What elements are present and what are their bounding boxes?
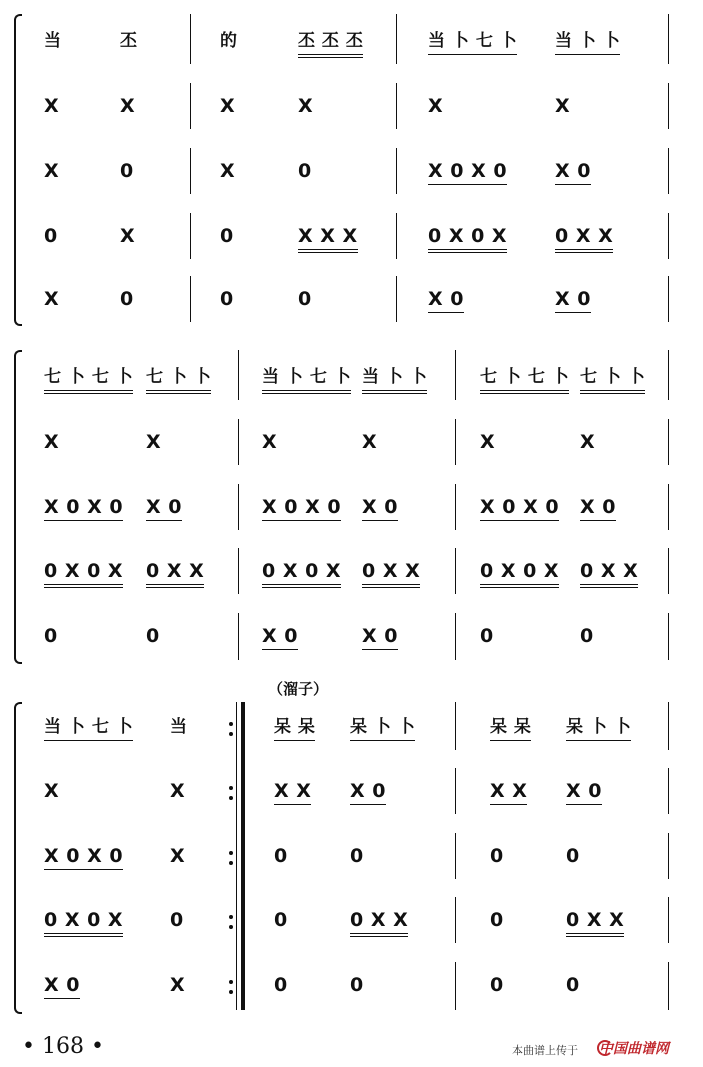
score-token: 当 卜 卜 (555, 31, 621, 51)
beat-underline (44, 998, 80, 999)
barline (455, 768, 456, 814)
score-token: 七 卜 卜 (146, 367, 212, 387)
barline (455, 897, 456, 943)
score-token: 0 X 0 X (480, 560, 560, 582)
beat-underline (262, 390, 351, 394)
score-token: X X X (298, 225, 358, 247)
score-token: 七 卜 七 卜 (480, 367, 570, 387)
score-token: 0 (480, 625, 494, 647)
score-token: 0 (566, 845, 580, 867)
score-token: X (298, 95, 314, 117)
barline (668, 14, 669, 64)
beat-underline (262, 520, 341, 521)
beat-underline (44, 520, 123, 521)
page-number: • 168 • (22, 1034, 104, 1059)
beat-underline (44, 740, 133, 741)
score-token: 0 (298, 160, 312, 182)
score-token: 呆 卜 卜 (566, 717, 632, 737)
score-token: 呆 呆 (490, 717, 532, 737)
score-token: X (170, 845, 186, 867)
barline (396, 83, 397, 129)
score-token: 0 (146, 625, 160, 647)
score-token: X 0 (428, 288, 464, 310)
score-token: X 0 X 0 (480, 496, 560, 518)
score-token: 0 (44, 225, 58, 247)
score-token: 丕 (120, 31, 138, 51)
beat-underline (566, 740, 631, 741)
beat-underline (428, 312, 464, 313)
score-token: 0 (274, 909, 288, 931)
score-token: 0 X X (566, 909, 625, 931)
score-token: 0 (220, 225, 234, 247)
beat-underline (555, 249, 613, 253)
score-token: X (428, 95, 444, 117)
score-token: 0 (120, 288, 134, 310)
score-token: 0 X 0 X (262, 560, 342, 582)
score-token: 0 (580, 625, 594, 647)
barline (238, 548, 239, 594)
barline (396, 276, 397, 322)
score-token: X (555, 95, 571, 117)
beat-underline (262, 649, 298, 650)
barline (668, 962, 669, 1010)
score-token: 当 卜 七 卜 (428, 31, 518, 51)
score-token: 0 (350, 974, 364, 996)
score-token: 0 (274, 845, 288, 867)
beat-underline (350, 804, 386, 805)
beat-underline (566, 804, 602, 805)
score-token: X 0 (362, 625, 398, 647)
beat-underline (362, 649, 398, 650)
score-token: 0 X 0 X (428, 225, 508, 247)
score-token: X (44, 95, 60, 117)
barline (455, 833, 456, 879)
beat-underline (146, 520, 182, 521)
beat-underline (428, 184, 507, 185)
beat-underline (480, 584, 559, 588)
score-token: X (44, 160, 60, 182)
score-token: 0 (274, 974, 288, 996)
score-token: 0 X 0 X (44, 909, 124, 931)
barline (455, 962, 456, 1010)
barline (455, 702, 456, 750)
beat-underline (555, 54, 620, 55)
score-token: 当 卜 卜 (362, 367, 428, 387)
section-label: （溜子） (268, 680, 329, 698)
score-token: X 0 (262, 625, 298, 647)
barline (668, 276, 669, 322)
barline (396, 14, 397, 64)
score-token: X 0 (555, 160, 591, 182)
barline (396, 213, 397, 259)
score-token: 0 (490, 974, 504, 996)
barline (455, 419, 456, 465)
score-token: 0 X X (580, 560, 639, 582)
score-token: 0 (220, 288, 234, 310)
beat-underline (274, 804, 311, 805)
score-token: X 0 X 0 (262, 496, 342, 518)
barline (455, 613, 456, 660)
beat-underline (428, 54, 517, 55)
score-token: 0 (170, 909, 184, 931)
score-token: X 0 X 0 (428, 160, 508, 182)
beat-underline (555, 312, 591, 313)
score-token: 0 (298, 288, 312, 310)
score-token: 当 (44, 31, 62, 51)
barline (190, 83, 191, 129)
barline (668, 484, 669, 530)
score-token: 当 (170, 717, 188, 737)
barline (668, 213, 669, 259)
barline (238, 419, 239, 465)
score-token: X (146, 431, 162, 453)
score-token: X (170, 780, 186, 802)
score-token: X (44, 288, 60, 310)
beat-underline (44, 869, 123, 870)
score-token: 0 X X (350, 909, 409, 931)
beat-underline (44, 584, 123, 588)
system-brace (14, 702, 22, 1014)
score-token: 当 卜 七 卜 (44, 717, 134, 737)
barline (238, 350, 239, 400)
barline (668, 833, 669, 879)
score-token: X 0 (566, 780, 602, 802)
score-token: X (44, 780, 60, 802)
barline (190, 213, 191, 259)
score-token: X 0 (362, 496, 398, 518)
score-token: 0 (490, 909, 504, 931)
score-token: X (580, 431, 596, 453)
score-token: X X (490, 780, 528, 802)
beat-underline (262, 584, 341, 588)
beat-underline (350, 933, 408, 937)
score-token: X 0 (146, 496, 182, 518)
barline (668, 350, 669, 400)
score-token: 的 (220, 31, 238, 51)
score-token: 0 (566, 974, 580, 996)
system-brace (14, 14, 22, 326)
beat-underline (362, 584, 420, 588)
barline (668, 548, 669, 594)
score-token: X 0 X 0 (44, 496, 124, 518)
barline (238, 484, 239, 530)
beat-underline (350, 740, 415, 741)
beat-underline (490, 804, 527, 805)
score-token: X 0 (580, 496, 616, 518)
beat-underline (580, 390, 645, 394)
beat-underline (44, 390, 133, 394)
barline (455, 350, 456, 400)
score-token: X (220, 95, 236, 117)
score-token: 七 卜 七 卜 (44, 367, 134, 387)
barline (668, 83, 669, 129)
score-token: 0 X X (555, 225, 614, 247)
score-token: X (44, 431, 60, 453)
score-token: X 0 (44, 974, 80, 996)
barline (238, 613, 239, 660)
score-token: X (480, 431, 496, 453)
system-brace (14, 350, 22, 664)
beat-underline (480, 390, 569, 394)
beat-underline (274, 740, 315, 741)
score-token: 0 (490, 845, 504, 867)
beat-underline (44, 933, 123, 937)
site-name[interactable]: 中国曲谱网 (599, 1041, 669, 1057)
score-token: 呆 呆 (274, 717, 316, 737)
score-token: X (120, 95, 136, 117)
beat-underline (580, 584, 638, 588)
barline (668, 419, 669, 465)
score-token: X (170, 974, 186, 996)
beat-underline (580, 520, 616, 521)
barline (668, 897, 669, 943)
score-token: X 0 (350, 780, 386, 802)
score-token: 0 X X (146, 560, 205, 582)
barline (190, 276, 191, 322)
beat-underline (298, 249, 358, 253)
beat-underline (298, 54, 363, 58)
beat-underline (480, 520, 559, 521)
beat-underline (146, 584, 204, 588)
beat-underline (362, 520, 398, 521)
barline (668, 768, 669, 814)
score-token: 当 卜 七 卜 (262, 367, 352, 387)
score-token: 呆 卜 卜 (350, 717, 416, 737)
beat-underline (555, 184, 591, 185)
barline (190, 148, 191, 194)
score-token: 七 卜 卜 (580, 367, 646, 387)
barline (668, 702, 669, 750)
beat-underline (146, 390, 211, 394)
beat-underline (362, 390, 427, 394)
score-token: X 0 (555, 288, 591, 310)
barline (190, 14, 191, 64)
barline (455, 548, 456, 594)
score-token: X X (274, 780, 312, 802)
barline (668, 148, 669, 194)
score-token: 0 (350, 845, 364, 867)
score-token: 0 (44, 625, 58, 647)
upload-note: 本曲谱上传于 (512, 1044, 578, 1057)
score-token: X (120, 225, 136, 247)
barline (396, 148, 397, 194)
score-token: X (262, 431, 278, 453)
score-token: 0 (120, 160, 134, 182)
score-token: 0 X X (362, 560, 421, 582)
barline (455, 484, 456, 530)
score-token: 0 X 0 X (44, 560, 124, 582)
score-token: X (220, 160, 236, 182)
score-token: 丕 丕 丕 (298, 31, 364, 51)
beat-underline (428, 249, 507, 253)
beat-underline (566, 933, 624, 937)
score-token: X 0 X 0 (44, 845, 124, 867)
score-token: X (362, 431, 378, 453)
beat-underline (490, 740, 531, 741)
barline (668, 613, 669, 660)
